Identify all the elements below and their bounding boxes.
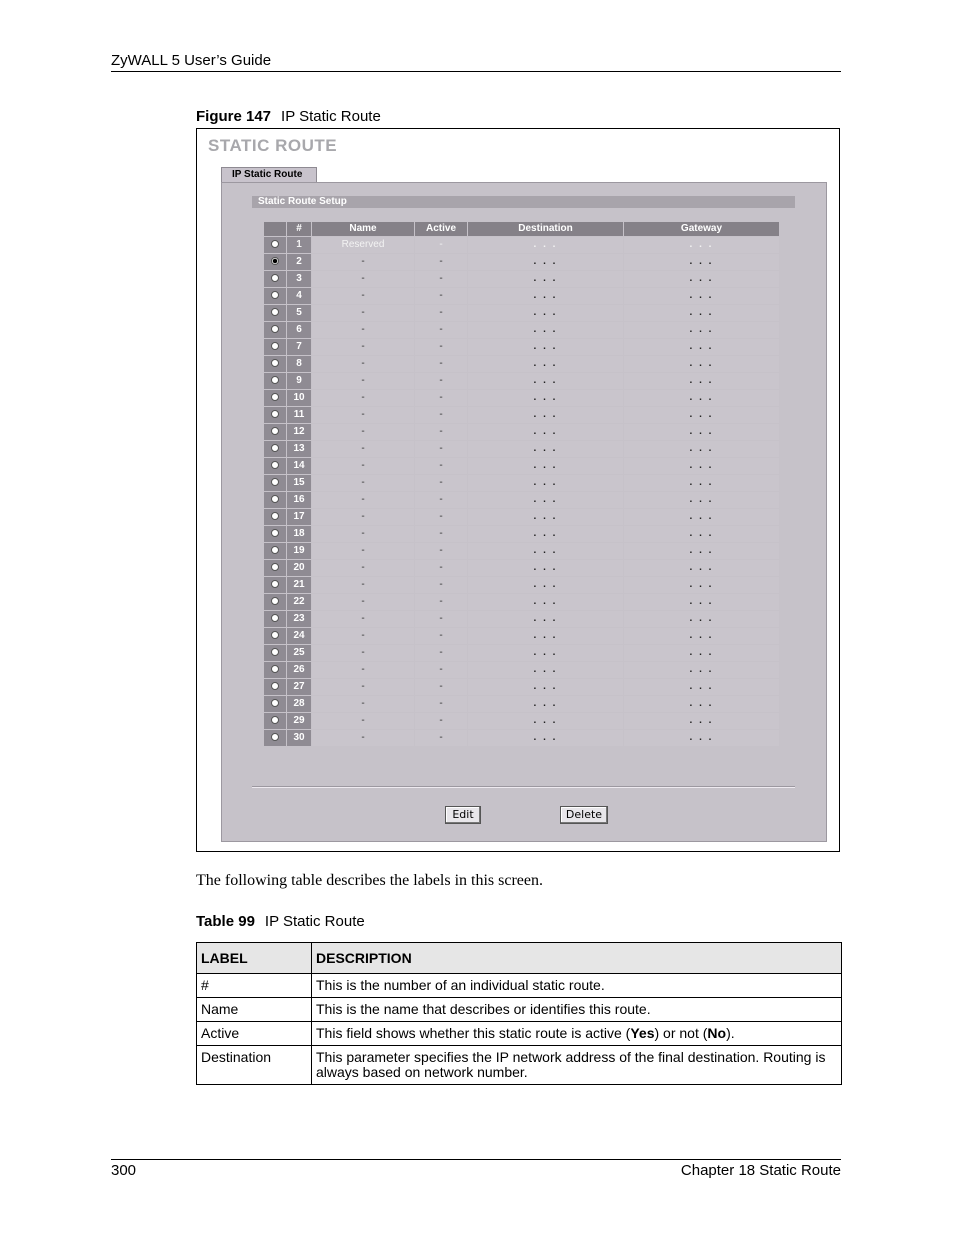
row-select-cell: [264, 645, 286, 661]
row-destination: . . .: [468, 679, 623, 695]
desc-header-row: [197, 943, 842, 974]
row-select-cell: [264, 560, 286, 576]
row-destination: . . .: [468, 305, 623, 321]
row-select-cell: [264, 577, 286, 593]
row-gateway: . . .: [624, 373, 779, 389]
row-select-cell: [264, 305, 286, 321]
row-gateway: . . .: [624, 543, 779, 559]
row-gateway: . . .: [624, 390, 779, 406]
row-number: 7: [287, 339, 311, 355]
row-destination: . . .: [468, 696, 623, 712]
figure-title: IP Static Route: [281, 108, 381, 125]
row-radio[interactable]: [271, 495, 279, 503]
row-active: -: [415, 254, 467, 270]
row-radio[interactable]: [271, 444, 279, 452]
row-number: 18: [287, 526, 311, 542]
row-number: 2: [287, 254, 311, 270]
row-select-cell: [264, 441, 286, 457]
table-header-row: [264, 222, 779, 236]
row-name: -: [312, 662, 414, 678]
row-name: -: [312, 356, 414, 372]
row-select-cell: [264, 339, 286, 355]
row-radio[interactable]: [271, 376, 279, 384]
table-row[interactable]: [264, 611, 779, 627]
desc-text: ).: [726, 1025, 735, 1041]
row-name: -: [312, 373, 414, 389]
row-number: 9: [287, 373, 311, 389]
table-row[interactable]: [264, 407, 779, 423]
table-row: [197, 1022, 842, 1046]
footer-rule: [111, 1159, 841, 1160]
table-row[interactable]: [264, 662, 779, 678]
desc-text: ) or not (: [654, 1025, 708, 1041]
row-destination: . . .: [468, 424, 623, 440]
row-gateway: . . .: [624, 458, 779, 474]
row-destination: . . .: [468, 543, 623, 559]
row-destination: . . .: [468, 271, 623, 287]
row-gateway: . . .: [624, 322, 779, 338]
row-gateway: . . .: [624, 696, 779, 712]
row-name: -: [312, 696, 414, 712]
row-destination: . . .: [468, 509, 623, 525]
row-name: -: [312, 543, 414, 559]
col-number: #: [287, 222, 311, 236]
row-name: -: [312, 577, 414, 593]
row-active: -: [415, 339, 467, 355]
desc-col-description: DESCRIPTION: [312, 943, 842, 974]
row-radio[interactable]: [271, 512, 279, 520]
row-radio[interactable]: [271, 427, 279, 435]
row-name: -: [312, 560, 414, 576]
row-radio[interactable]: [271, 580, 279, 588]
row-number: 1: [287, 237, 311, 253]
row-gateway: . . .: [624, 288, 779, 304]
section-header: Static Route Setup: [252, 196, 795, 208]
row-active: -: [415, 560, 467, 576]
row-label: #: [197, 974, 312, 998]
row-active: -: [415, 237, 467, 253]
row-name: -: [312, 594, 414, 610]
row-destination: . . .: [468, 713, 623, 729]
row-select-cell: [264, 696, 286, 712]
row-description: [312, 1022, 842, 1046]
table-row[interactable]: [264, 713, 779, 729]
row-number: 24: [287, 628, 311, 644]
row-number: 30: [287, 730, 311, 746]
row-select-cell: [264, 424, 286, 440]
row-gateway: . . .: [624, 356, 779, 372]
desc-bold-no: No: [707, 1025, 727, 1041]
col-active: Active: [415, 222, 467, 236]
row-name: -: [312, 730, 414, 746]
row-gateway: . . .: [624, 339, 779, 355]
row-select-cell: [264, 288, 286, 304]
row-name: -: [312, 628, 414, 644]
page-number: 300: [111, 1162, 137, 1179]
row-gateway: . . .: [624, 645, 779, 661]
table-row[interactable]: [264, 339, 779, 355]
row-active: -: [415, 288, 467, 304]
row-active: -: [415, 441, 467, 457]
row-name: -: [312, 441, 414, 457]
row-gateway: . . .: [624, 441, 779, 457]
row-radio[interactable]: [271, 597, 279, 605]
row-select-cell: [264, 237, 286, 253]
desc-col-label: LABEL: [197, 943, 312, 974]
row-number: 26: [287, 662, 311, 678]
row-active: -: [415, 475, 467, 491]
row-radio[interactable]: [271, 393, 279, 401]
row-name: -: [312, 322, 414, 338]
row-radio[interactable]: [271, 733, 279, 741]
row-select-cell: [264, 492, 286, 508]
row-radio[interactable]: [271, 240, 279, 248]
row-destination: . . .: [468, 458, 623, 474]
table-row: [197, 998, 842, 1022]
row-radio[interactable]: [271, 478, 279, 486]
row-radio[interactable]: [271, 699, 279, 707]
table-row[interactable]: [264, 509, 779, 525]
table-row[interactable]: [264, 441, 779, 457]
table-row[interactable]: [264, 645, 779, 661]
row-active: -: [415, 492, 467, 508]
row-radio[interactable]: [271, 631, 279, 639]
button-divider: [252, 786, 795, 788]
row-radio[interactable]: [271, 461, 279, 469]
screen-title: STATIC ROUTE: [208, 136, 338, 155]
row-destination: . . .: [468, 373, 623, 389]
table-row[interactable]: [264, 560, 779, 576]
desc-bold-yes: Yes: [630, 1025, 655, 1041]
row-number: 28: [287, 696, 311, 712]
table-row[interactable]: [264, 628, 779, 644]
row-gateway: . . .: [624, 713, 779, 729]
row-gateway: . . .: [624, 254, 779, 270]
row-select-cell: [264, 509, 286, 525]
row-radio[interactable]: [271, 614, 279, 622]
row-number: 22: [287, 594, 311, 610]
row-radio[interactable]: [271, 410, 279, 418]
row-active: -: [415, 730, 467, 746]
description-table: [196, 942, 842, 1085]
figure-caption: [196, 108, 381, 125]
row-gateway: . . .: [624, 509, 779, 525]
row-number: 27: [287, 679, 311, 695]
row-number: 8: [287, 356, 311, 372]
row-select-cell: [264, 356, 286, 372]
row-gateway: . . .: [624, 271, 779, 287]
row-gateway: . . .: [624, 594, 779, 610]
row-radio[interactable]: [271, 648, 279, 656]
table-row[interactable]: [264, 679, 779, 695]
table-row[interactable]: [264, 424, 779, 440]
row-gateway: . . .: [624, 475, 779, 491]
row-select-cell: [264, 713, 286, 729]
row-destination: . . .: [468, 356, 623, 372]
row-select-cell: [264, 679, 286, 695]
row-gateway: . . .: [624, 526, 779, 542]
row-gateway: . . .: [624, 611, 779, 627]
row-number: 15: [287, 475, 311, 491]
row-destination: . . .: [468, 628, 623, 644]
row-active: -: [415, 696, 467, 712]
row-destination: . . .: [468, 288, 623, 304]
row-radio[interactable]: [271, 546, 279, 554]
table-row[interactable]: [264, 237, 779, 253]
row-number: 17: [287, 509, 311, 525]
table-title: IP Static Route: [264, 913, 365, 930]
table-row[interactable]: [264, 373, 779, 389]
row-description: This is the number of an individual static route.: [312, 974, 842, 998]
col-destination: Destination: [468, 222, 623, 236]
table-row[interactable]: [264, 730, 779, 746]
row-radio[interactable]: [271, 325, 279, 333]
row-number: 20: [287, 560, 311, 576]
row-destination: . . .: [468, 560, 623, 576]
row-select-cell: [264, 271, 286, 287]
row-active: -: [415, 577, 467, 593]
row-number: 11: [287, 407, 311, 423]
row-radio[interactable]: [271, 342, 279, 350]
row-name: -: [312, 713, 414, 729]
row-name: -: [312, 526, 414, 542]
row-active: -: [415, 526, 467, 542]
row-destination: . . .: [468, 441, 623, 457]
row-active: -: [415, 424, 467, 440]
table-row[interactable]: [264, 322, 779, 338]
row-active: -: [415, 305, 467, 321]
row-number: 6: [287, 322, 311, 338]
row-name: -: [312, 679, 414, 695]
row-active: -: [415, 271, 467, 287]
row-radio[interactable]: [271, 716, 279, 724]
row-gateway: . . .: [624, 424, 779, 440]
row-number: 21: [287, 577, 311, 593]
row-active: -: [415, 543, 467, 559]
row-name: -: [312, 390, 414, 406]
table-label: Table 99: [196, 913, 255, 930]
row-select-cell: [264, 254, 286, 270]
row-radio[interactable]: [271, 359, 279, 367]
row-name: -: [312, 288, 414, 304]
row-name: -: [312, 424, 414, 440]
delete-button[interactable]: Delete: [560, 806, 608, 824]
row-name: Reserved: [312, 237, 414, 253]
body-text: The following table describes the labels in this screen.: [196, 872, 544, 889]
row-select-cell: [264, 594, 286, 610]
row-destination: . . .: [468, 611, 623, 627]
row-name: -: [312, 492, 414, 508]
col-select: [264, 222, 286, 236]
row-name: -: [312, 407, 414, 423]
row-select-cell: [264, 662, 286, 678]
row-destination: . . .: [468, 475, 623, 491]
table-row[interactable]: [264, 356, 779, 372]
row-select-cell: [264, 390, 286, 406]
row-destination: . . .: [468, 390, 623, 406]
row-name: -: [312, 509, 414, 525]
table-row[interactable]: [264, 594, 779, 610]
chapter-title: Chapter 18 Static Route: [680, 1162, 841, 1179]
table-row[interactable]: [264, 254, 779, 270]
row-select-cell: [264, 526, 286, 542]
row-active: -: [415, 373, 467, 389]
row-description: This is the name that describes or identifies this route.: [312, 998, 842, 1022]
figure-label: Figure 147: [196, 108, 272, 125]
row-active: -: [415, 713, 467, 729]
static-route-table: [263, 221, 780, 747]
row-label: Name: [197, 998, 312, 1022]
row-gateway: . . .: [624, 407, 779, 423]
table-row[interactable]: [264, 458, 779, 474]
row-active: -: [415, 390, 467, 406]
row-select-cell: [264, 611, 286, 627]
row-number: 13: [287, 441, 311, 457]
row-select-cell: [264, 322, 286, 338]
row-name: -: [312, 339, 414, 355]
desc-text: This field shows whether this static route is active (: [316, 1025, 631, 1041]
row-radio[interactable]: [271, 682, 279, 690]
row-name: -: [312, 271, 414, 287]
row-number: 10: [287, 390, 311, 406]
row-active: -: [415, 611, 467, 627]
table-row[interactable]: [264, 526, 779, 542]
row-gateway: . . .: [624, 730, 779, 746]
row-destination: . . .: [468, 322, 623, 338]
row-name: -: [312, 645, 414, 661]
row-select-cell: [264, 730, 286, 746]
row-gateway: . . .: [624, 305, 779, 321]
row-active: -: [415, 628, 467, 644]
row-name: -: [312, 475, 414, 491]
row-select-cell: [264, 458, 286, 474]
row-destination: . . .: [468, 254, 623, 270]
edit-button[interactable]: Edit: [445, 806, 481, 824]
row-select-cell: [264, 407, 286, 423]
row-destination: . . .: [468, 730, 623, 746]
row-number: 4: [287, 288, 311, 304]
tab-ip-static-route[interactable]: IP Static Route: [221, 167, 317, 182]
table-row[interactable]: [264, 390, 779, 406]
row-select-cell: [264, 475, 286, 491]
row-description: This parameter specifies the IP network address of the final destination. Routing is always based on network number.: [312, 1046, 842, 1085]
row-active: -: [415, 322, 467, 338]
row-active: -: [415, 679, 467, 695]
row-gateway: . . .: [624, 662, 779, 678]
row-gateway: . . .: [624, 577, 779, 593]
row-active: -: [415, 645, 467, 661]
row-radio[interactable]: [271, 308, 279, 316]
row-destination: . . .: [468, 237, 623, 253]
row-name: -: [312, 458, 414, 474]
col-gateway: Gateway: [624, 222, 779, 236]
row-name: -: [312, 305, 414, 321]
row-number: 25: [287, 645, 311, 661]
row-gateway: . . .: [624, 492, 779, 508]
row-number: 12: [287, 424, 311, 440]
table-row: [197, 974, 842, 998]
table-row[interactable]: [264, 543, 779, 559]
row-gateway: . . .: [624, 237, 779, 253]
row-number: 19: [287, 543, 311, 559]
header-rule: [111, 71, 841, 72]
table-row[interactable]: [264, 696, 779, 712]
row-active: -: [415, 662, 467, 678]
row-destination: . . .: [468, 645, 623, 661]
row-destination: . . .: [468, 492, 623, 508]
row-radio[interactable]: [271, 665, 279, 673]
table-caption: [196, 913, 365, 930]
row-destination: . . .: [468, 339, 623, 355]
row-destination: . . .: [468, 577, 623, 593]
table-row: [197, 1046, 842, 1085]
row-number: 16: [287, 492, 311, 508]
row-name: -: [312, 611, 414, 627]
row-label: Active: [197, 1022, 312, 1046]
row-active: -: [415, 594, 467, 610]
row-active: -: [415, 356, 467, 372]
row-radio[interactable]: [271, 291, 279, 299]
row-select-cell: [264, 373, 286, 389]
row-active: -: [415, 509, 467, 525]
row-select-cell: [264, 628, 286, 644]
row-number: 23: [287, 611, 311, 627]
row-destination: . . .: [468, 594, 623, 610]
row-radio[interactable]: [271, 563, 279, 571]
table-row[interactable]: [264, 305, 779, 321]
col-name: Name: [312, 222, 414, 236]
row-radio[interactable]: [271, 529, 279, 537]
row-gateway: . . .: [624, 679, 779, 695]
row-gateway: . . .: [624, 560, 779, 576]
table-row[interactable]: [264, 475, 779, 491]
row-gateway: . . .: [624, 628, 779, 644]
row-destination: . . .: [468, 662, 623, 678]
row-active: -: [415, 458, 467, 474]
row-radio[interactable]: [271, 274, 279, 282]
row-number: 3: [287, 271, 311, 287]
running-header: ZyWALL 5 User’s Guide: [111, 52, 272, 69]
row-active: -: [415, 407, 467, 423]
table-row[interactable]: [264, 492, 779, 508]
row-select-cell: [264, 543, 286, 559]
row-number: 29: [287, 713, 311, 729]
table-row[interactable]: [264, 271, 779, 287]
row-destination: . . .: [468, 407, 623, 423]
row-radio[interactable]: [271, 257, 279, 265]
row-label: Destination: [197, 1046, 312, 1085]
row-destination: . . .: [468, 526, 623, 542]
row-number: 14: [287, 458, 311, 474]
table-row[interactable]: [264, 577, 779, 593]
row-name: -: [312, 254, 414, 270]
row-number: 5: [287, 305, 311, 321]
table-row[interactable]: [264, 288, 779, 304]
